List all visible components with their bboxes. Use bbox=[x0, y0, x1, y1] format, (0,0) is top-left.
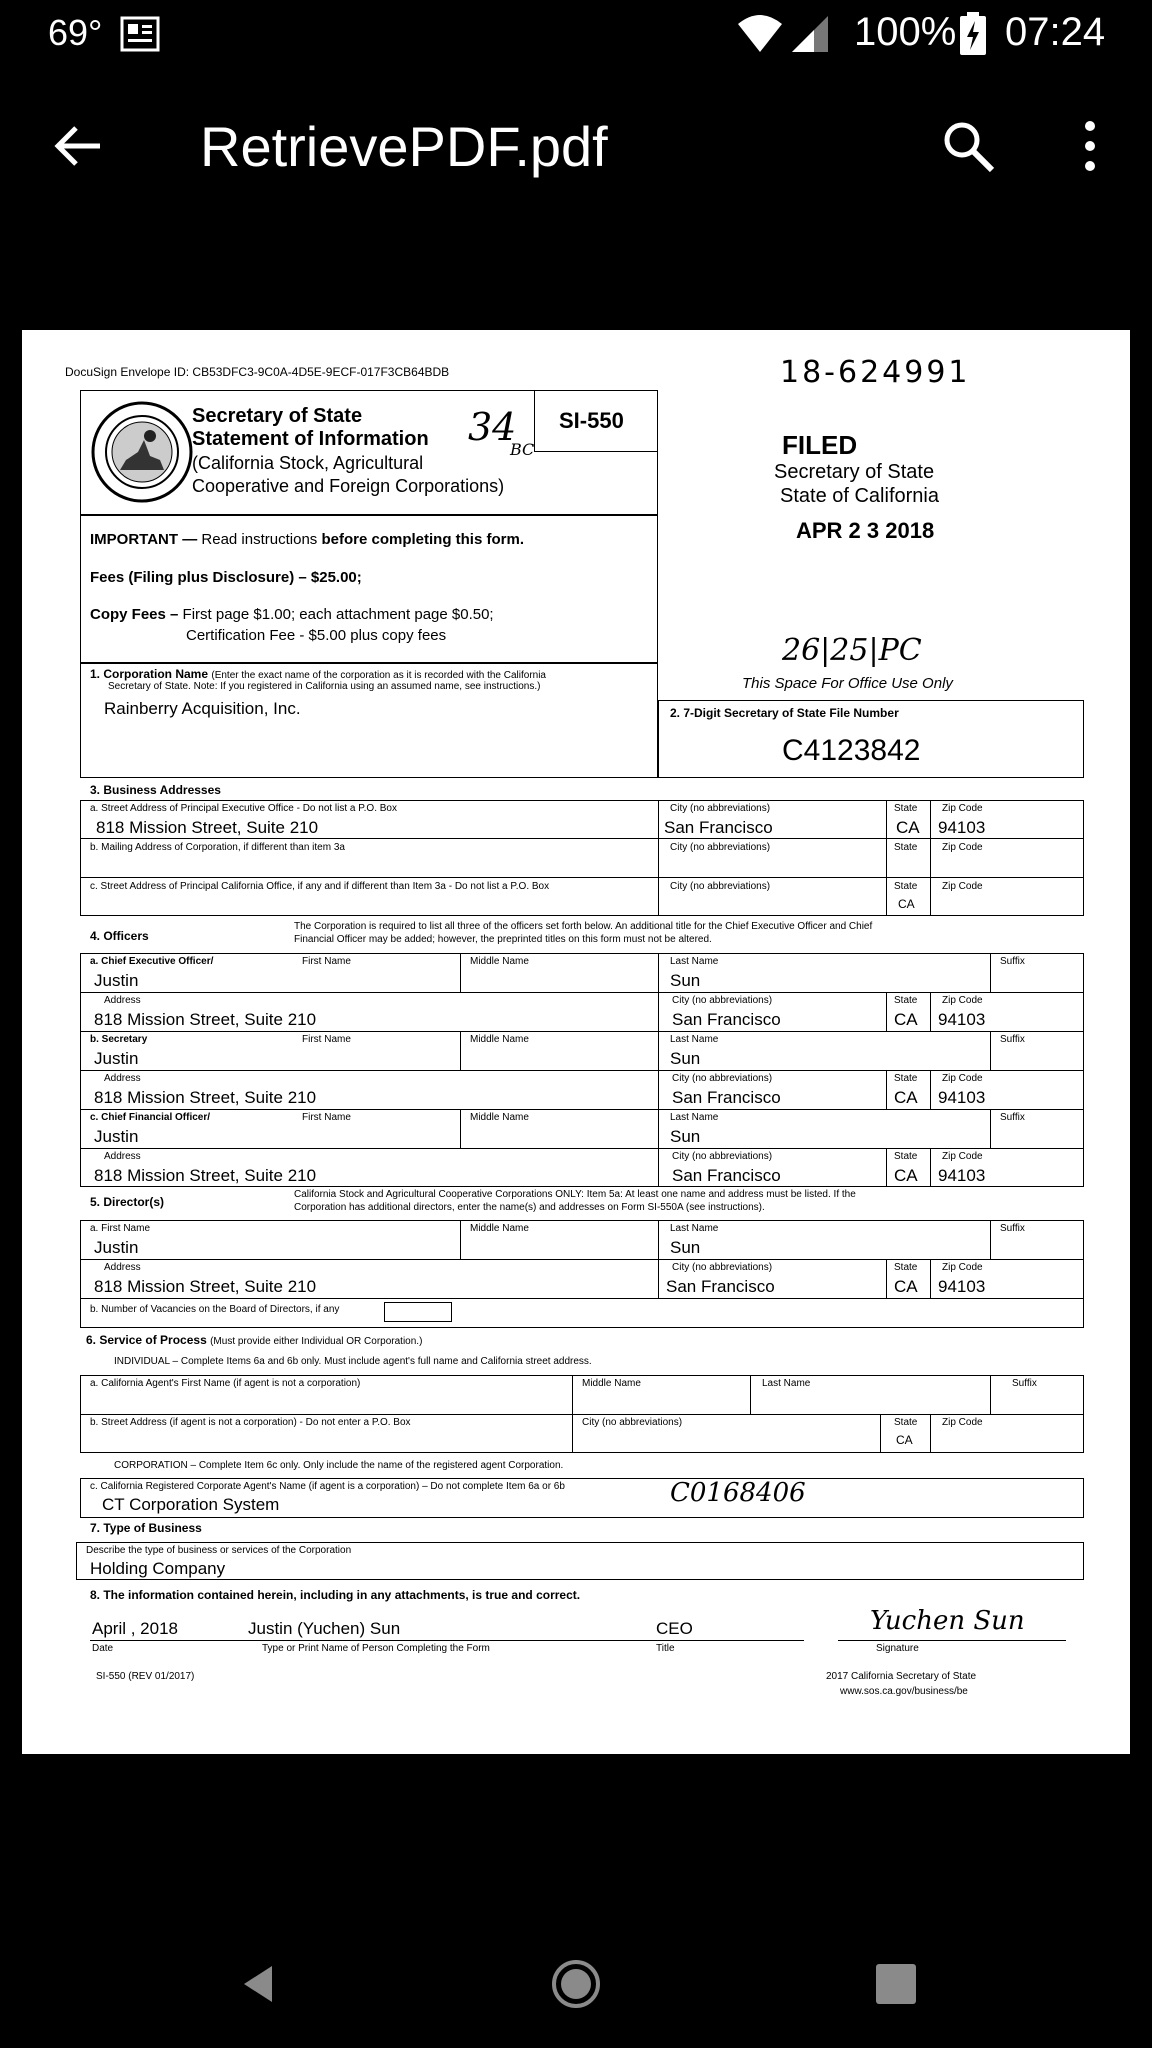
s4b-suffix-label: Suffix bbox=[1000, 1034, 1025, 1045]
s6b-state-label: State bbox=[894, 1417, 918, 1428]
signal-icon bbox=[790, 14, 830, 54]
form-title-1: Secretary of State bbox=[192, 405, 363, 427]
s3a-zip: 94103 bbox=[938, 818, 986, 837]
s5a-middle-label: Middle Name bbox=[470, 1223, 529, 1234]
ceo-zip: 94103 bbox=[938, 1010, 986, 1029]
s3c-city-label: City (no abbreviations) bbox=[670, 881, 771, 892]
ceo-state: CA bbox=[894, 1010, 918, 1029]
s3c-label: c. Street Address of Principal California Office, if any and if different than Item 3a - Do not list a P.O. Box bbox=[90, 881, 550, 892]
s4a-first-label: First Name bbox=[302, 956, 351, 967]
cert-fee-line: Certification Fee - $5.00 plus copy fees bbox=[186, 627, 447, 644]
s5b-label: b. Number of Vacancies on the Board of Directors, if any bbox=[90, 1304, 340, 1315]
s4-note-2: Financial Officer may be added; however, the preprinted titles on this form must not be altered. bbox=[294, 934, 712, 945]
s5a-suffix-label: Suffix bbox=[1000, 1223, 1025, 1234]
nav-home-icon[interactable] bbox=[550, 1958, 602, 2010]
signer-title: CEO bbox=[656, 1619, 693, 1638]
ceo-city: San Francisco bbox=[672, 1010, 781, 1029]
director-city: San Francisco bbox=[666, 1277, 775, 1296]
s5a-state-label: State bbox=[894, 1262, 918, 1273]
cfo-first-name: Justin bbox=[94, 1127, 139, 1146]
copyright: 2017 California Secretary of State bbox=[826, 1671, 977, 1682]
s3c-state: CA bbox=[898, 897, 915, 911]
s3b-city-label: City (no abbreviations) bbox=[670, 842, 771, 853]
s3b-zip-label: Zip Code bbox=[942, 842, 983, 853]
s4a-address-label: Address bbox=[104, 995, 141, 1006]
ceo-street: 818 Mission Street, Suite 210 bbox=[94, 1010, 317, 1029]
battery-charging-icon bbox=[958, 12, 988, 56]
handwritten-34: 34 bbox=[468, 405, 517, 449]
nav-back-icon[interactable] bbox=[236, 1962, 280, 2006]
agent-name: CT Corporation System bbox=[102, 1495, 280, 1514]
filed-sos: Secretary of State bbox=[774, 461, 935, 483]
ceo-first-name: Justin bbox=[94, 971, 139, 990]
s6a-last-label: Last Name bbox=[762, 1378, 811, 1389]
director-first-name: Justin bbox=[94, 1238, 139, 1257]
s4b-middle-label: Middle Name bbox=[470, 1034, 529, 1045]
title-label: Title bbox=[656, 1643, 675, 1654]
s1-instructions: Secretary of State. Note: If you registered in California using an assumed name, see instructions.) bbox=[108, 681, 541, 692]
individual-line: INDIVIDUAL – Complete Items 6a and 6b only. Must include agent's full name and California street address. bbox=[114, 1356, 592, 1367]
s4c-city-label: City (no abbreviations) bbox=[672, 1151, 773, 1162]
s4c-first-label: First Name bbox=[302, 1112, 351, 1123]
filed-state: State of California bbox=[780, 485, 939, 507]
s6-label: 6. Service of Process (Must provide either Individual OR Corporation.) bbox=[86, 1333, 423, 1347]
sign-date: April , 2018 bbox=[92, 1619, 178, 1638]
secretary-last-name: Sun bbox=[670, 1049, 701, 1068]
s4c-address-label: Address bbox=[104, 1151, 141, 1162]
filed-stamp: FILED bbox=[782, 430, 858, 460]
filed-date: APR 2 3 2018 bbox=[796, 518, 935, 543]
office-handwritten: 26|25|PC bbox=[782, 633, 922, 668]
system-nav-bar bbox=[0, 1920, 1152, 2048]
office-use-label: This Space For Office Use Only bbox=[742, 675, 953, 692]
s4b-address-label: Address bbox=[104, 1073, 141, 1084]
cfo-zip: 94103 bbox=[938, 1166, 986, 1185]
important-note: IMPORTANT — Read instructions before completing this form. bbox=[90, 531, 524, 548]
s4a-label: a. Chief Executive Officer/ bbox=[90, 956, 214, 967]
s4b-first-label: First Name bbox=[302, 1034, 351, 1045]
s4-note-1: The Corporation is required to list all three of the officers set forth below. An additional title for the Chief Executive Officer and Chief bbox=[294, 921, 873, 932]
s5a-last-label: Last Name bbox=[670, 1223, 719, 1234]
image-icon bbox=[120, 16, 160, 52]
s5-note-1: California Stock and Agricultural Cooperative Corporations ONLY: Item 5a: At least one name and address must be listed. If the bbox=[294, 1189, 856, 1200]
s4c-last-label: Last Name bbox=[670, 1112, 719, 1123]
s5a-zip-label: Zip Code bbox=[942, 1262, 983, 1273]
s6a-middle-label: Middle Name bbox=[582, 1378, 641, 1389]
s3a-street: 818 Mission Street, Suite 210 bbox=[96, 818, 319, 837]
s4a-middle-label: Middle Name bbox=[470, 956, 529, 967]
secretary-street: 818 Mission Street, Suite 210 bbox=[94, 1088, 317, 1107]
s3a-zip-label: Zip Code bbox=[942, 803, 983, 814]
temperature: 69° bbox=[48, 12, 103, 53]
fees-line: Fees (Filing plus Disclosure) – $25.00; bbox=[90, 569, 362, 586]
signer-name: Justin (Yuchen) Sun bbox=[248, 1619, 401, 1638]
s4a-state-label: State bbox=[894, 995, 918, 1006]
s3b-label: b. Mailing Address of Corporation, if different than item 3a bbox=[90, 842, 345, 853]
s6a-suffix-label: Suffix bbox=[1012, 1378, 1037, 1389]
form-title-2: Statement of Information bbox=[192, 428, 429, 450]
app-toolbar bbox=[0, 90, 1152, 200]
s3a-city: San Francisco bbox=[664, 818, 773, 837]
director-state: CA bbox=[894, 1277, 918, 1296]
director-zip: 94103 bbox=[938, 1277, 986, 1296]
ceo-last-name: Sun bbox=[670, 971, 701, 990]
form-revision: SI-550 (REV 01/2017) bbox=[96, 1671, 195, 1682]
corporation-line: CORPORATION – Complete Item 6c only. Only include the name of the registered agent Corporation. bbox=[114, 1460, 564, 1471]
s3c-state-label: State bbox=[894, 881, 918, 892]
copy-fees-line: Copy Fees – First page $1.00; each attachment page $0.50; bbox=[90, 606, 494, 623]
state-seal-icon bbox=[90, 400, 194, 504]
s4c-state-label: State bbox=[894, 1151, 918, 1162]
date-label: Date bbox=[92, 1643, 114, 1654]
cfo-state: CA bbox=[894, 1166, 918, 1185]
s4b-city-label: City (no abbreviations) bbox=[672, 1073, 773, 1084]
corporation-name: Rainberry Acquisition, Inc. bbox=[104, 699, 301, 718]
battery-percent: 100% bbox=[854, 10, 957, 54]
website: www.sos.ca.gov/business/be bbox=[840, 1686, 968, 1697]
s3a-city-label: City (no abbreviations) bbox=[670, 803, 771, 814]
s4-label: 4. Officers bbox=[90, 929, 149, 943]
s5a-city-label: City (no abbreviations) bbox=[672, 1262, 773, 1273]
secretary-city: San Francisco bbox=[672, 1088, 781, 1107]
s4c-label: c. Chief Financial Officer/ bbox=[90, 1112, 211, 1123]
clock: 07:24 bbox=[1005, 10, 1106, 54]
pdf-page bbox=[22, 330, 1130, 1754]
s4c-zip-label: Zip Code bbox=[942, 1151, 983, 1162]
cfo-last-name: Sun bbox=[670, 1127, 701, 1146]
status-bar bbox=[0, 0, 1152, 70]
secretary-zip: 94103 bbox=[938, 1088, 986, 1107]
form-title-3: (California Stock, Agricultural bbox=[192, 453, 424, 473]
s6b-label: b. Street Address (if agent is not a corporation) - Do not enter a P.O. Box bbox=[90, 1417, 411, 1428]
wifi-icon bbox=[736, 14, 784, 54]
s2-label: 2. 7-Digit Secretary of State File Number bbox=[670, 706, 899, 720]
s6c-label: c. California Registered Corporate Agent's Name (if agent is a corporation) – Do not complete Item 6a or 6b bbox=[90, 1481, 565, 1492]
s5a-label: a. First Name bbox=[90, 1223, 151, 1234]
signature: Yuchen Sun bbox=[870, 1606, 1025, 1636]
secretary-state: CA bbox=[894, 1088, 918, 1107]
form-code: SI-550 bbox=[559, 408, 624, 433]
s5a-address-label: Address bbox=[104, 1262, 141, 1273]
s6b-city-label: City (no abbreviations) bbox=[582, 1417, 683, 1428]
s7-label: 7. Type of Business bbox=[90, 1521, 202, 1535]
document-title: RetrievePDF.pdf bbox=[200, 115, 608, 178]
vacancies-field bbox=[384, 1302, 452, 1322]
more-vert-icon[interactable] bbox=[1070, 118, 1110, 174]
s5-note-2: Corporation has additional directors, enter the name(s) and addresses on Form SI-550A (see instructions). bbox=[294, 1202, 765, 1213]
s6b-state: CA bbox=[896, 1433, 913, 1447]
s4a-last-label: Last Name bbox=[670, 956, 719, 967]
s3c-zip-label: Zip Code bbox=[942, 881, 983, 892]
s6a-label: a. California Agent's First Name (if agent is not a corporation) bbox=[90, 1378, 361, 1389]
s4b-state-label: State bbox=[894, 1073, 918, 1084]
s4c-middle-label: Middle Name bbox=[470, 1112, 529, 1123]
s6b-zip-label: Zip Code bbox=[942, 1417, 983, 1428]
cfo-city: San Francisco bbox=[672, 1166, 781, 1185]
director-street: 818 Mission Street, Suite 210 bbox=[94, 1277, 317, 1296]
nav-recents-icon[interactable] bbox=[876, 1964, 916, 2004]
s4a-zip-label: Zip Code bbox=[942, 995, 983, 1006]
s3a-label: a. Street Address of Principal Executive Office - Do not list a P.O. Box bbox=[90, 803, 397, 814]
s8-label: 8. The information contained herein, including in any attachments, is true and correct. bbox=[90, 1588, 581, 1602]
handwritten-file-number: 18-624991 bbox=[780, 355, 971, 390]
back-arrow-icon[interactable] bbox=[50, 118, 106, 174]
s4b-zip-label: Zip Code bbox=[942, 1073, 983, 1084]
signer-label: Type or Print Name of Person Completing the Form bbox=[262, 1643, 490, 1654]
s4a-suffix-label: Suffix bbox=[1000, 956, 1025, 967]
s5-label: 5. Director(s) bbox=[90, 1195, 165, 1209]
business-type: Holding Company bbox=[90, 1559, 226, 1578]
s3a-state-label: State bbox=[894, 803, 918, 814]
s7-desc-label: Describe the type of business or services of the Corporation bbox=[86, 1545, 352, 1556]
director-last-name: Sun bbox=[670, 1238, 701, 1257]
signature-label: Signature bbox=[876, 1643, 919, 1654]
s1-label: 1. Corporation Name (Enter the exact name of the corporation as it is recorded with the California bbox=[90, 667, 546, 681]
handwritten-bc: BC bbox=[510, 440, 535, 459]
agent-handwritten: C0168406 bbox=[670, 1478, 806, 1508]
secretary-first-name: Justin bbox=[94, 1049, 139, 1068]
s4b-last-label: Last Name bbox=[670, 1034, 719, 1045]
s4c-suffix-label: Suffix bbox=[1000, 1112, 1025, 1123]
envelope-id: DocuSign Envelope ID: CB53DFC3-9C0A-4D5E-9ECF-017F3CB64BDB bbox=[65, 365, 450, 379]
form-title-4: Cooperative and Foreign Corporations) bbox=[192, 476, 505, 496]
s4b-label: b. Secretary bbox=[90, 1034, 148, 1045]
search-icon[interactable] bbox=[940, 118, 996, 174]
cfo-street: 818 Mission Street, Suite 210 bbox=[94, 1166, 317, 1185]
s3b-state-label: State bbox=[894, 842, 918, 853]
s4a-city-label: City (no abbreviations) bbox=[672, 995, 773, 1006]
file-number: C4123842 bbox=[782, 734, 921, 767]
s3a-state: CA bbox=[896, 818, 920, 837]
s3-label: 3. Business Addresses bbox=[90, 783, 221, 797]
